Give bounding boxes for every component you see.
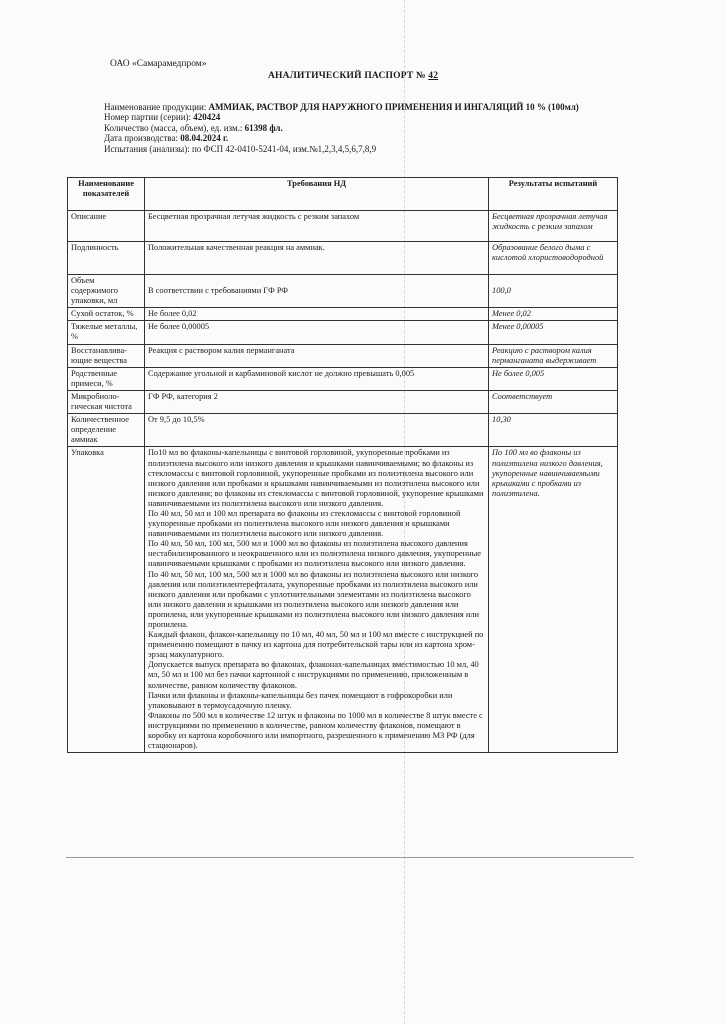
- title-prefix: АНАЛИТИЧЕСКИЙ ПАСПОРТ №: [268, 71, 429, 81]
- date-label: Дата производства:: [104, 133, 181, 144]
- requirement: ГФ РФ, категория 2: [145, 390, 489, 413]
- batch-label: Номер партии (серии):: [104, 112, 194, 123]
- table-row: [68, 390, 618, 413]
- column-header-requirements: Требования НД: [145, 178, 489, 211]
- quantity-label: Количество (масса, объем), ед. изм.:: [104, 122, 245, 133]
- table-row-packaging: [68, 447, 618, 753]
- column-header-results: Результаты испытаний: [489, 178, 618, 211]
- quantity-value: 61398 фл.: [244, 122, 283, 133]
- result: Бесцветная прозрачная летучая жидкость с резким запахом: [489, 211, 618, 242]
- table-row: [68, 321, 618, 344]
- result: 100,0: [489, 275, 618, 308]
- indicator-name: Микробиоло-гическая чистота: [68, 390, 145, 413]
- indicator-name: Тяжелые металлы, %: [68, 321, 145, 344]
- packaging-result: По 100 мл во флаконы из полиэтилена низкого давления, укупоренные навинчиваемыми крышками с пробками из полиэтилена.: [489, 447, 618, 753]
- passport-number: 42: [428, 71, 439, 81]
- date-value: 08.04.2024 г.: [180, 133, 229, 144]
- batch-line: [104, 112, 624, 122]
- requirement: Содержание угольной и карбаминовой кислот не должно превышать 0,005: [145, 367, 489, 390]
- product-value: АММИАК, РАСТВОР ДЛЯ НАРУЖНОГО ПРИМЕНЕНИЯ И ИНГАЛЯЦИЙ 10 % (100мл): [208, 102, 579, 112]
- date-line: [104, 133, 624, 143]
- table-row: [68, 344, 618, 367]
- results-table: [67, 177, 618, 753]
- indicator-name: Описание: [68, 211, 145, 242]
- result: Образование белого дыма с кислотой хлористоводородной: [489, 242, 618, 275]
- requirement: От 9,5 до 10,5%: [145, 414, 489, 447]
- result: Менее 0,00005: [489, 321, 618, 344]
- requirement: Положительная качественная реакция на аммиак.: [145, 242, 489, 275]
- requirement: В соответствии с требованиями ГФ РФ: [145, 275, 489, 308]
- product-label: Наименование продукции:: [104, 102, 209, 112]
- indicator-name: Сухой остаток, %: [68, 308, 145, 321]
- tests-value: по ФСП 42-0410-5241-04, изм.№1,2,3,4,5,6,7,8,9: [191, 143, 377, 154]
- indicator-name: Подлинность: [68, 242, 145, 275]
- requirement: Бесцветная прозрачная летучая жидкость с резким запахом: [145, 211, 489, 242]
- product-line: [104, 102, 624, 112]
- indicator-name: Родственные примеси, %: [68, 367, 145, 390]
- requirement: Не более 0,02: [145, 308, 489, 321]
- table-row: [68, 211, 618, 242]
- result: Менее 0,02: [489, 308, 618, 321]
- requirement: Не более 0,00005: [145, 321, 489, 344]
- table-row: [68, 367, 618, 390]
- table-row: [68, 242, 618, 275]
- bottom-rule: [66, 857, 634, 858]
- column-header-indicator: Наименование показателей: [68, 178, 145, 211]
- result: 10,30: [489, 414, 618, 447]
- table-header-row: [68, 178, 618, 211]
- table-row: [68, 414, 618, 447]
- requirement: Реакция с раствором калия перманганата: [145, 344, 489, 367]
- packaging-requirement: По10 мл во флаконы-капельницы с винтовой горловиной, укупоренные пробками из полиэтилена высокого или низкого давления и крышками навинчиваемыми; во флаконы из стекломассы с винтовой горловиной, укупоренные пробками из полиэтилена высокого или низкого давления или пробками и крышками навинчиваемыми из полиэтилена высокого или низкого давления; во флаконы из стекломассы с винтовой горловиной, укупорение крышками навинчиваемыми из полиэтилена высокого или низкого давления. По 40 мл, 50 мл и 100 мл препарата во флаконы из стекломассы с винтовой горловиной укупоренные пробками из полиэтилена высокого или низкого давления и крышками навинчиваемыми из полиэтилена высокого или низкого давления. По 40 мл, 50 мл, 100 мл, 500 мл и 1000 мл во флаконы из полиэтилена высокого давления нестабилизированного и неокрашенного или из полиэтилена низкого давления, укупоренные навинчиваемыми крышками с пробками из полиэтилена высокого или низкого давления. По 40 мл, 50 мл, 100 мл, 500 мл и 1000 мл во флаконы из полиэтилена высокого или низкого давления или полиэтилентерефталата, укупоренные пробками из полиэтилена высокого или низкого давления или пробками с уплотнительными элементами из полиэтилена высокого или низкого давления и крышками из полиэтилена высокого или низкого давления или пропилена, или укупоренные крышками из полиэтилена высокого или низкого давления или пропилена. Каждый флакон, флакон-капельницу по 10 мл, 40 мл, 50 мл и 100 мл вместе с инструкцией по применению помещают в пачку из картона для потребительской тары или из картона хром-эрзац макулатурного. Допускается выпуск препарата во флаконах, флаконах-капельницах вместимостью 10 мл, 40 мл, 50 мл и 100 мл без пачки картонной с инструкциями по применению, приложенным в количестве, равном количеству флаконов. Пачки или флаконы и флаконы-капельницы без пачек помещают в гофрокоробки или упаковывают в термоусадочную пленку. Флаконы по 500 мл в количестве 12 штук и флаконы по 1000 мл в количестве 8 штук вместе с инструкциями по применению в количестве, равном количеству флаконов, помещают в коробку из картона коробочного или импортного, разрешенного к применению МЗ РФ (для стационаров).: [145, 447, 489, 753]
- tests-line: [104, 144, 624, 154]
- indicator-name: Объем содержимого упаковки, мл: [68, 275, 145, 308]
- result: Соответствует: [489, 390, 618, 413]
- indicator-name: Восстанавлива-ющие вещества: [68, 344, 145, 367]
- indicator-name: Количественное определение аммиак: [68, 414, 145, 447]
- table-row: [68, 308, 618, 321]
- tests-label: Испытания (анализы):: [104, 143, 192, 154]
- result: Реакцию с раствором калия перманганата выдерживает: [489, 344, 618, 367]
- indicator-name: Упаковка: [68, 447, 145, 753]
- document-title: [268, 71, 438, 81]
- table-row: [68, 275, 618, 308]
- batch-value: 420424: [193, 112, 221, 123]
- quantity-line: [104, 123, 624, 133]
- document-header: [104, 102, 624, 154]
- result: Не более 0,005: [489, 367, 618, 390]
- organization-name: ОАО «Самарамедпром»: [110, 59, 207, 69]
